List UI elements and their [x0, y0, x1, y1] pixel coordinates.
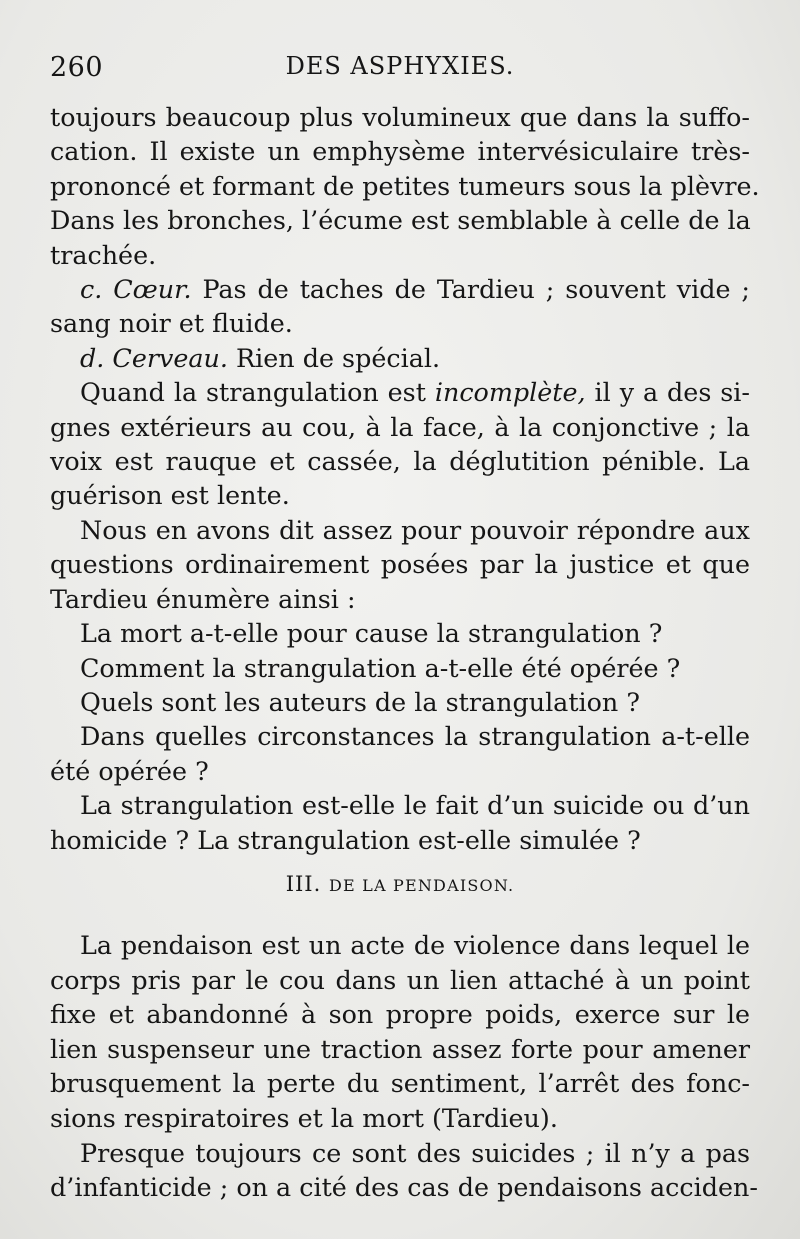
paragraph-pendaison — [50, 928, 750, 1136]
text-run: il y a des si- — [594, 377, 751, 408]
section-title: DE LA PENDAISON. — [328, 876, 515, 895]
label-cerveau: d. Cerveau. — [80, 342, 228, 373]
text-line: lien suspenseur une traction assez forte pour amener — [50, 1033, 750, 1064]
section-heading — [50, 872, 750, 896]
question-4 — [50, 719, 750, 788]
text-line: Dans les bronches, l’écume est semblable à celle de la — [50, 205, 751, 236]
question-3 — [50, 685, 750, 719]
text-line: homicide ? La strangulation est-elle simulée ? — [50, 824, 641, 855]
question-1 — [50, 616, 750, 650]
text-line: toujours beaucoup plus volumineux que dans la suffo- — [50, 102, 750, 132]
text-line: guérison est lente. — [50, 480, 290, 511]
coeur-text: Pas de taches de Tardieu ; souvent vide ; — [202, 274, 750, 305]
page-number: 260 — [50, 52, 104, 83]
body-text-upper — [50, 100, 760, 857]
text-line — [50, 341, 750, 375]
text-line: voix est rauque et cassée, la déglutition pénible. La — [50, 446, 750, 477]
text-line — [50, 272, 750, 306]
text-line: gnes extérieurs au cou, à la face, à la conjonctive ; la — [50, 411, 750, 442]
text-line: fixe et abandonné à son propre poids, exerce sur le — [50, 999, 750, 1030]
text-line: brusquement la perte du sentiment, l’arrêt des fonc- — [50, 1068, 750, 1099]
question-5 — [50, 788, 750, 857]
page-header — [50, 52, 750, 92]
text-line: cation. Il existe un emphysème intervésiculaire très- — [50, 136, 750, 167]
text-line: questions ordinairement posées par la justice et que — [50, 549, 750, 580]
text-line: corps pris par le cou dans un lien attaché à un point — [50, 964, 750, 995]
label-coeur: c. Cœur. — [80, 274, 192, 305]
text-line — [50, 375, 750, 409]
section-numeral: III. — [285, 872, 322, 896]
text-line: Tardieu énumère ainsi : — [50, 583, 356, 614]
text-line: La strangulation est-elle le fait d’un suicide ou d’un — [80, 790, 750, 821]
paragraph-coeur — [50, 272, 750, 341]
text-line: été opérée ? — [50, 755, 209, 786]
text-line: sang noir et fluide. — [50, 308, 293, 339]
running-head: DES ASPHYXIES. — [285, 52, 515, 80]
text-line: d’infanticide ; on a cité des cas de pendaisons acciden- — [50, 1172, 758, 1203]
text-line: Presque toujours ce sont des suicides ; il n’y a pas — [80, 1137, 750, 1168]
body-text-lower — [50, 928, 758, 1205]
text-line: Nous en avons dit assez pour pouvoir répondre aux — [80, 514, 750, 545]
italic-incomplete: incomplète, — [434, 377, 586, 408]
text-line: trachée. — [50, 239, 157, 270]
text-line: Comment la strangulation a-t-elle été opérée ? — [80, 652, 681, 683]
text-line: prononcé et formant de petites tumeurs sous la plèvre. — [50, 170, 760, 201]
text-line: La mort a-t-elle pour cause la strangulation ? — [80, 618, 663, 649]
text-line: sions respiratoires et la mort (Tardieu). — [50, 1102, 558, 1133]
paragraph-suicides — [50, 1136, 758, 1205]
paragraph-incomplete — [50, 375, 750, 513]
paragraph-poumons — [50, 100, 760, 272]
paragraph-questions-intro — [50, 513, 750, 616]
text-line: La pendaison est un acte de violence dans lequel le — [80, 930, 750, 960]
question-2 — [50, 651, 750, 685]
paragraph-cerveau — [50, 341, 750, 375]
text-line: Quels sont les auteurs de la strangulation ? — [80, 686, 640, 717]
text-run: Quand la strangulation est — [80, 377, 426, 408]
cerveau-text: Rien de spécial. — [236, 342, 441, 373]
text-line: Dans quelles circonstances la strangulation a-t-elle — [80, 721, 750, 752]
